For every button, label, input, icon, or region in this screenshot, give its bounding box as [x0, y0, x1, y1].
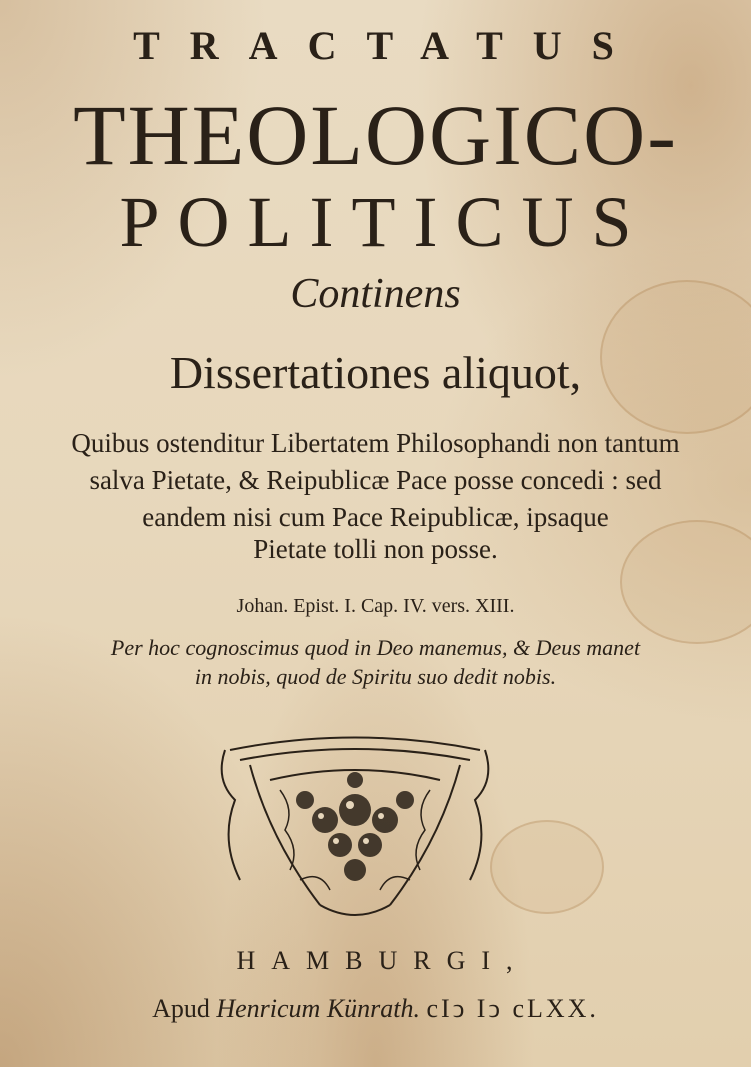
- woodcut-ornament-icon: [210, 720, 500, 930]
- description-line: salva Pietate, & Reipublicæ Pace posse concedi : sed: [89, 465, 662, 495]
- water-stain: [490, 820, 604, 914]
- subtitle-continens: Continens: [290, 271, 461, 317]
- scripture-citation: Johan. Epist. I. Cap. IV. vers. XIII.: [236, 595, 515, 617]
- imprint-apud: Apud: [152, 994, 210, 1023]
- imprint-place: HAMBURGI,: [236, 946, 529, 975]
- description-line: Pietate tolli non posse.: [253, 534, 498, 564]
- title-tractatus: TRACTATUS: [133, 23, 644, 68]
- imprint-line: [0, 994, 751, 1024]
- description-line: eandem nisi cum Pace Reipublicæ, ipsaque: [142, 502, 609, 532]
- scripture-quote-line: in nobis, quod de Spiritu suo dedit nobis.: [194, 664, 557, 689]
- title-politicus: POLITICUS: [119, 182, 650, 262]
- imprint-printer: Henricum Künrath.: [216, 994, 421, 1023]
- description-line: Quibus ostenditur Libertatem Philosophandi non tantum: [71, 428, 680, 458]
- imprint-year: cIↄ Iↄ cLXX.: [426, 994, 599, 1023]
- subtitle-dissertationes: Dissertationes aliquot,: [169, 347, 582, 398]
- scripture-quote-line: Per hoc cognoscimus quod in Deo manemus, & Deus manet: [110, 635, 641, 660]
- title-theologico: THEOLOGICO-: [73, 87, 678, 183]
